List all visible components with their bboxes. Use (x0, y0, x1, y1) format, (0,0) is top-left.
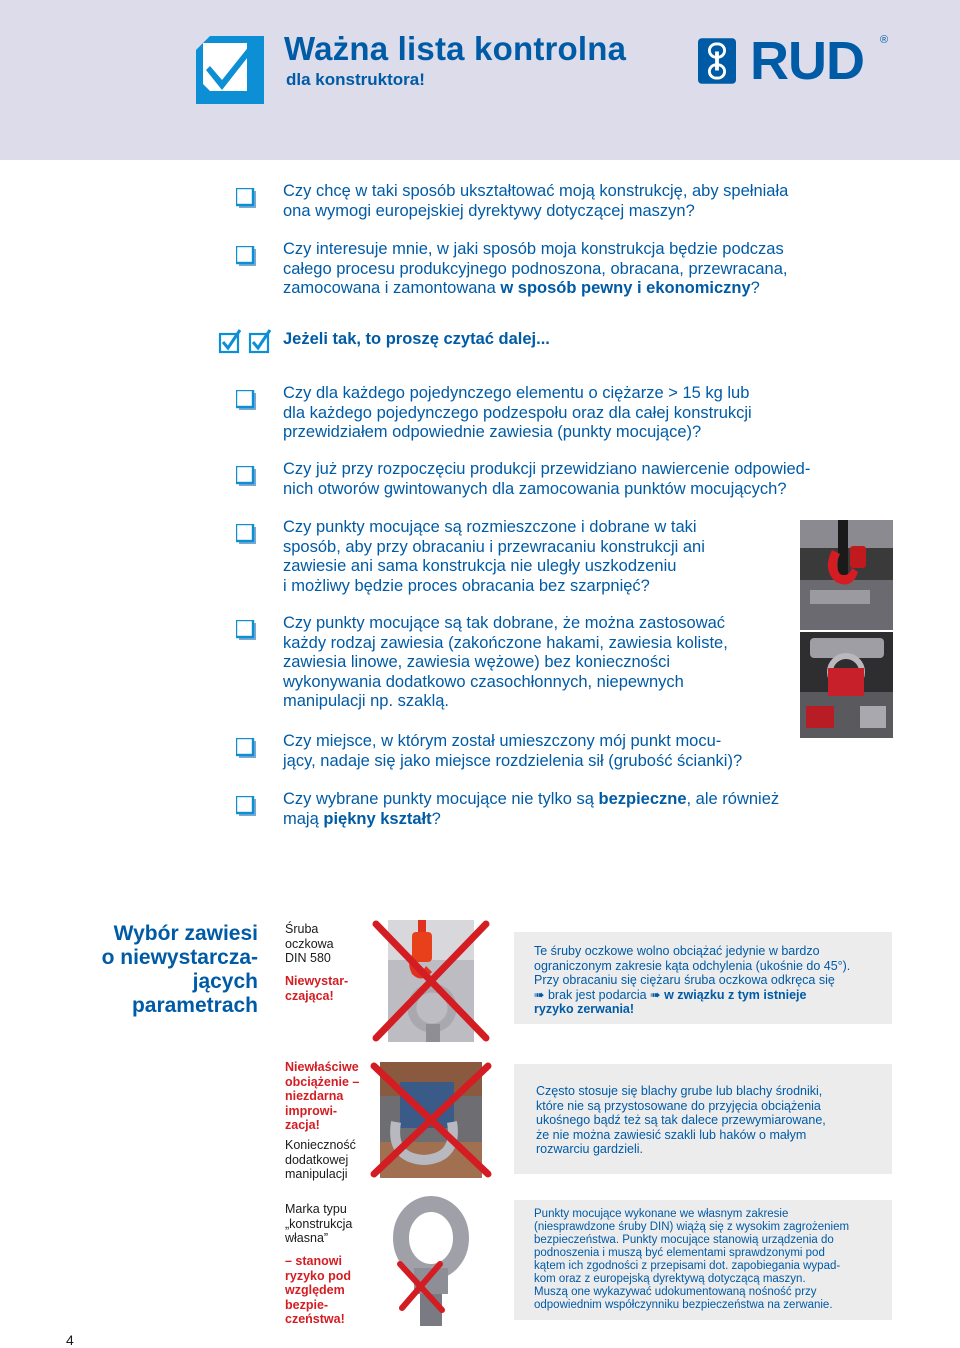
text-fragment: ? (431, 809, 441, 828)
bold-text: bezpieczne (598, 790, 687, 808)
warning-line: – stanowi (285, 1254, 342, 1268)
info-line: Przy obracaniu się ciężaru śruba oczkowa odkręca się (534, 973, 835, 987)
text-line: Czy punkty mocujące są tak dobrane, że można zastosować (283, 614, 726, 632)
label-line: Marka typu (285, 1202, 347, 1216)
info-line: rozwarciu gardzieli. (536, 1142, 643, 1156)
text-line: Czy miejsce, w którym został umieszczony mój punkt mocu- (283, 732, 722, 750)
text-fragment: , ale również (686, 790, 780, 808)
title-line: jących (192, 970, 258, 993)
text-line: dla każdego pojedynczego podzespołu oraz dla całej konstrukcji (283, 403, 752, 422)
checkmark-icon (196, 36, 264, 104)
info-line: Te śruby oczkowe wolno obciążać jedynie w bardzo (534, 944, 820, 958)
text-line: i możliwy będzie proces obracania bez szarpnięć? (283, 576, 650, 595)
label-line: „konstrukcja (285, 1216, 353, 1231)
info-fragment: brak jest podarcia (547, 987, 647, 1002)
label-line: dodatkowej (285, 1152, 349, 1167)
info-line: że nie można zawiesić szakli lub haków o małym (536, 1127, 807, 1142)
warning-line: Niewystar- (285, 974, 349, 988)
info-line: kątem ich zgodności z przepisami dot. zapobiegania wypad- (534, 1260, 841, 1272)
checklist-item-1 (283, 182, 788, 221)
info-line: ryzyko zerwania! (534, 1002, 635, 1016)
checkbox-icon[interactable] (236, 390, 256, 410)
text-fragment: ? (750, 279, 760, 297)
text-line: zawiesie ani sama konstrukcja nie uległy uszkodzeniu (283, 557, 677, 575)
text-fragment: mają (283, 809, 324, 828)
text-line: Czy już przy rozpoczęciu produkcji przewidziano nawiercenie odpowied- (283, 460, 811, 478)
warning-line: obciążenie – (285, 1074, 360, 1089)
checkbox-icon[interactable] (236, 738, 256, 758)
info-line: które nie są przystosowane do przyjęcia obciążenia (536, 1098, 821, 1113)
row-2-label (285, 1138, 356, 1182)
section-title (60, 922, 258, 1018)
checkbox-icon[interactable] (236, 466, 256, 486)
lifting-point-photo (800, 632, 893, 738)
row-1-label (285, 922, 334, 966)
text-line: ona wymogi europejskiej dyrektywy dotyczącej maszyn? (283, 201, 695, 220)
info-line: odpowiednim współczynniku bezpieczeństwa na zerwanie. (534, 1299, 833, 1311)
warning-line: względem (285, 1283, 345, 1297)
row-3-warning (285, 1254, 351, 1327)
warning-line: bezpie- (285, 1297, 329, 1312)
text-line: jący, nadaje się jako miejsce rozdzielenia sił (grubość ścianki)? (283, 751, 743, 770)
homemade-eye-photo-crossed (370, 1196, 492, 1328)
info-line: (niesprawdzone śruby DIN) wiążą się z wysokim zagrożeniem (534, 1221, 850, 1233)
info-line (534, 988, 880, 1003)
arrow-icon: ➠ (534, 987, 548, 1002)
text-line: Czy interesuje mnie, w jaki sposób moja konstrukcja będzie podczas (283, 240, 784, 258)
checklist-item-4 (283, 460, 810, 499)
checkbox-icon[interactable] (236, 620, 256, 640)
text-line (283, 810, 779, 830)
page-header (0, 0, 960, 160)
row-3-label (285, 1202, 352, 1246)
arrow-icon: ➠ (650, 987, 665, 1002)
info-line: Punkty mocujące wykonane we własnym zakresie (534, 1208, 789, 1220)
title-line: o niewystarcza- (101, 946, 258, 969)
checkbox-icon[interactable] (236, 524, 256, 544)
text-line: wykonywania dodatkowo czasochłonnych, niepewnych (283, 672, 684, 691)
title-line: parametrach (131, 994, 258, 1017)
warning-line: niezdarna (285, 1089, 344, 1103)
page-title: Ważna lista kontrolna (284, 30, 627, 67)
label-line: manipulacji (285, 1167, 348, 1181)
title-line: Wybór zawiesi (113, 922, 258, 945)
warning-line: czeństwa! (285, 1312, 345, 1326)
continue-reading-text: Jeżeli tak, to proszę czytać dalej... (283, 330, 550, 348)
row-1-warning (285, 974, 348, 1003)
warning-line: czająca! (285, 988, 334, 1003)
checklist-item-3 (283, 384, 752, 443)
info-line: Muszą one wykazywać udokumentowaną nośność przy (534, 1286, 817, 1298)
text-line: przewidziałem odpowiednie zawiesia (punkty mocujące)? (283, 423, 702, 441)
warning-line: Niewłaściwe (285, 1060, 359, 1074)
info-line: ograniczonym zakresie kąta odchylenia (ukośnie do 45°). (534, 958, 851, 973)
checkbox-icon[interactable] (236, 796, 256, 816)
info-line: bezpieczeństwa. Punkty mocujące stanowią urządzenia do (534, 1234, 834, 1246)
text-line: manipulacji np. szaklą. (283, 692, 449, 710)
bold-text: w sposób pewny i ekonomiczny (500, 279, 751, 297)
bold-text: piękny kształt (323, 809, 432, 828)
eyebolt-photo-crossed (370, 920, 492, 1042)
row-3-info-box (514, 1200, 892, 1320)
label-line: Konieczność (285, 1138, 356, 1152)
label-line: Śruba (285, 922, 319, 936)
warning-line: ryzyko pod (285, 1268, 351, 1283)
text-line: zawiesia linowe, zawiesia wężowe) bez konieczności (283, 653, 671, 671)
checklist-item-6 (283, 614, 728, 712)
rud-logo (698, 31, 894, 91)
page-number: 4 (66, 1332, 74, 1348)
row-2-info-box (514, 1064, 892, 1174)
label-line: oczkowa (285, 936, 334, 951)
checklist-item-2 (283, 240, 788, 299)
checklist-item-8 (283, 790, 779, 829)
text-line: nich otworów gwintowanych dla zamocowania punktów mocujących? (283, 479, 787, 498)
bold-text: w związku z tym istnieje (664, 987, 807, 1002)
text-fragment: Czy wybrane punkty mocujące nie tylko są (283, 790, 599, 808)
checkbox-icon[interactable] (236, 246, 256, 266)
warning-line: zacja! (285, 1118, 320, 1132)
registered-mark: ® (880, 34, 889, 46)
checklist-item-7 (283, 732, 742, 771)
text-line: Czy chcę w taki sposób ukształtować moją konstrukcję, aby spełniała (283, 182, 789, 200)
label-line: DIN 580 (285, 951, 331, 965)
lifting-point-photo (800, 520, 893, 630)
warning-line: improwi- (285, 1103, 338, 1118)
text-line: Czy punkty mocujące są rozmieszczone i dobrane w taki (283, 518, 697, 536)
text-fragment: zamocowana i zamontowana (283, 279, 501, 297)
text-line: całego procesu produkcyjnego podnoszona, obracana, przewracana, (283, 259, 788, 278)
text-line: Czy dla każdego pojedynczego elementu o ciężarze > 15 kg lub (283, 384, 750, 402)
page-subtitle: dla konstruktora! (286, 70, 425, 89)
info-line: kom oraz z europejską dyrektywą dotyczącą maszyn. (534, 1273, 806, 1285)
checkbox-icon[interactable] (236, 188, 256, 208)
text-line: każdy rodzaj zawiesia (zakończone hakami, zawiesia koliste, (283, 633, 728, 652)
checklist-item-5 (283, 518, 705, 596)
logo-text: RUD (750, 31, 864, 91)
row-1-info-box (514, 932, 892, 1024)
double-check-icon (218, 328, 274, 354)
shackle-photo-crossed (370, 1062, 492, 1178)
info-line: podnoszenia i muszą być elementami sprawdzonymi pod (534, 1247, 825, 1259)
info-line: ukośnego bądź też są tak dalece przewymiarowane, (536, 1113, 826, 1127)
row-2-warning (285, 1060, 359, 1133)
info-line: Często stosuje się blachy grube lub blachy środniki, (536, 1084, 823, 1098)
text-line (283, 279, 788, 299)
text-line: sposób, aby przy obracaniu i przewracaniu konstrukcji ani (283, 537, 705, 556)
text-line (283, 790, 779, 810)
label-line: własna” (285, 1231, 329, 1245)
